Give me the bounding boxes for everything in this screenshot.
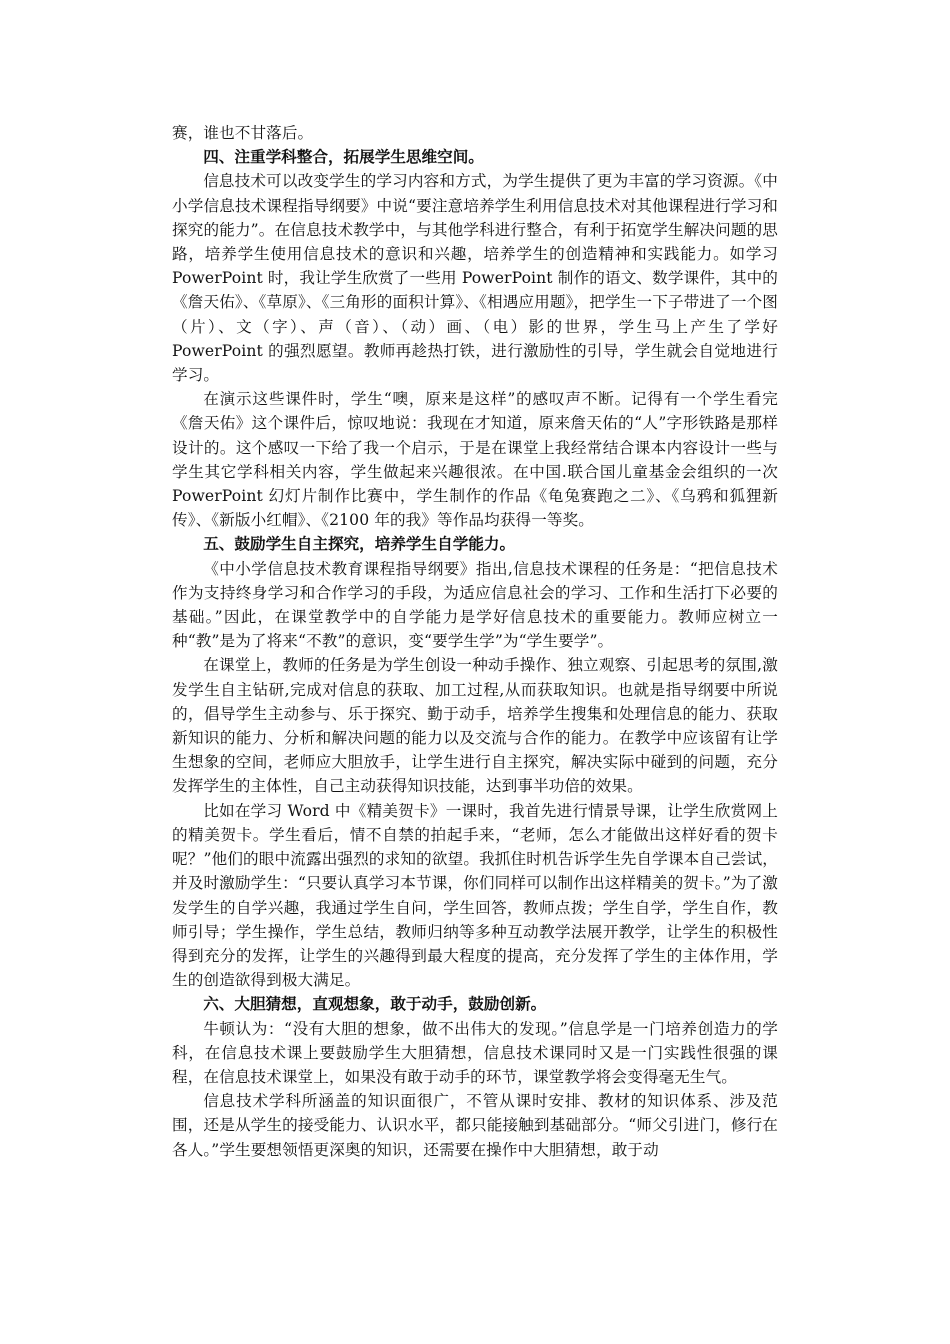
section-heading-6: 六、大胆猜想，直观想象，敢于动手，鼓励创新。: [203, 994, 547, 1014]
paragraph: 在课堂上，教师的任务是为学生创设一种动手操作、独立观察、引起思考的氛围,激发学生自主钻研,完成对信息的获取、加工过程,从而获取知识。也就是指导纲要中所说的，倡导学生主动参与、乐于探究、勤于动手，培养学生搜集和处理信息的能力、获取新知识的能力、分析和解决问题的能力以及交流与合作的能力。在教学中应该留有让学生想象的空间，老师应大胆放手，让学生进行自主探究，解决实际中碰到的问题，充分发挥学生的主体性，自己主动获得知识技能，达到事半功倍的效果。: [172, 656, 778, 796]
paragraph: 比如在学习 Word 中《精美贺卡》一课时，我首先进行情景导课，让学生欣赏网上的精美贺卡。学生看后，情不自禁的拍起手来，“老师，怎么才能做出这样好看的贺卡呢？”他们的眼中流露出强烈的求知的欲望。我抓住时机告诉学生先自学课本自己尝试，并及时激励学生：“只要认真学习本节课，你们同样可以制作出这样精美的贺卡。”为了激发学生的自学兴趣，我通过学生自问，学生回答，教师点拨；学生自学，学生自作，教师引导；学生操作，学生总结，教师归纳等多种互动教学法展开教学，让学生的积极性得到充分的发挥，让学生的兴趣得到最大程度的提高，充分发挥了学生的主体作用，学生的创造欲得到极大满足。: [172, 801, 778, 990]
document-body: [172, 121, 778, 1162]
paragraph-continuation: 赛，谁也不甘落后。: [172, 124, 314, 142]
paragraph: 信息技术可以改变学生的学习内容和方式，为学生提供了更为丰富的学习资源。《中小学信息技术课程指导纲要》中说“要注意培养学生利用信息技术对其他课程进行学习和探究的能力”。在信息技术教学中，与其他学科进行整合，有利于拓宽学生解决问题的思路，培养学生使用信息技术的意识和兴趣，培养学生的创造精神和实践能力。如学习 PowerPoint 时，我让学生欣赏了一些用 PowerPoint 制作的语文、数学课件，其中的《詹天佑》、《草原》、《三角形的面积计算》、《相遇应用题》，把学生一下子带进了一个图（片）、文（字）、声（音）、（动）画、（电）影的世界，学生马上产生了学好 PowerPoint 的强烈愿望。教师再趁热打铁，进行激励性的引导，学生就会自觉地进行学习。: [172, 172, 778, 385]
paragraph: 《中小学信息技术教育课程指导纲要》指出,信息技术课程的任务是：“把信息技术作为支持终身学习和合作学习的手段，为适应信息社会的学习、工作和生活打下必要的基础。”因此，在课堂教学中的自学能力是学好信息技术的重要能力。教师应树立一种“教”是为了将来“不教”的意识，变“要学生学”为“学生要学”。: [172, 559, 778, 651]
paragraph: 牛顿认为：“没有大胆的想象，做不出伟大的发现。”信息学是一门培养创造力的学科，在信息技术课上要鼓励学生大胆猜想，信息技术课同时又是一门实践性很强的课程，在信息技术课堂上，如果没有敢于动手的环节，课堂教学将会变得毫无生气。: [172, 1019, 778, 1086]
paragraph: 信息技术学科所涵盖的知识面很广，不管从课时安排、教材的知识体系、涉及范围，还是从学生的接受能力、认识水平，都只能接触到基础部分。“师父引进门，修行在各人。”学生要想领悟更深奥的知识，还需要在操作中大胆猜想，敢于动: [172, 1092, 778, 1159]
section-heading-4: 四、注重学科整合，拓展学生思维空间。: [203, 147, 484, 167]
section-heading-5: 五、鼓励学生自主探究，培养学生自学能力。: [203, 534, 516, 554]
paragraph: 在演示这些课件时，学生“噢，原来是这样”的感叹声不断。记得有一个学生看完《詹天佑》这个课件后，惊叹地说：我现在才知道，原来詹天佑的“人”字形铁路是那样设计的。这个感叹一下给了我一个启示，于是在课堂上我经常结合课本内容设计一些与学生其它学科相关内容，学生做起来兴趣很浓。在中国.联合国儿童基金会组织的一次 PowerPoint 幻灯片制作比赛中，学生制作的作品《龟兔赛跑之二》、《乌鸦和狐狸新传》、《新版小红帽》、《2100 年的我》等作品均获得一等奖。: [172, 390, 778, 530]
